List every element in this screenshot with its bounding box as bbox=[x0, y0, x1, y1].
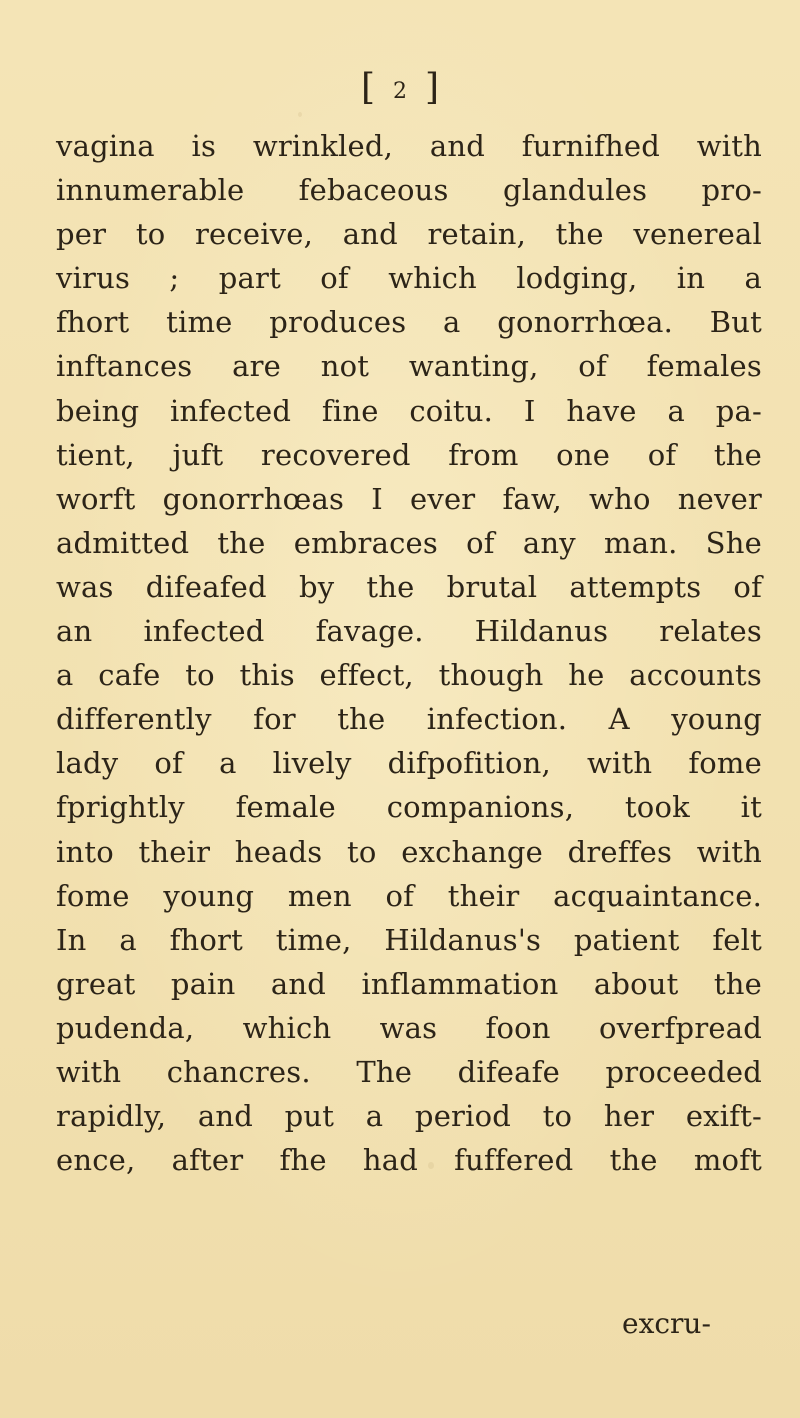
text-line: pudenda, which was foon overfpread bbox=[56, 1010, 762, 1045]
text-line: rapidly, and put a period to her exift- bbox=[56, 1099, 762, 1134]
text-line: with chancres. The difeafe proceeded bbox=[56, 1054, 762, 1089]
paper-spot bbox=[298, 112, 302, 117]
text-line: virus ; part of which lodging, in a bbox=[56, 261, 762, 296]
text-line: was difeafed by the brutal attempts of bbox=[56, 569, 762, 604]
text-line: fprightly female companions, took it bbox=[56, 790, 762, 825]
text-line: inftances are not wanting, of females bbox=[56, 349, 762, 384]
page-header bbox=[0, 68, 800, 108]
text-line: fhort time produces a gonorrhœa. But bbox=[56, 305, 762, 340]
text-line: an infected favage. Hildanus relates bbox=[56, 614, 762, 649]
text-line: into their heads to exchange dreffes with bbox=[56, 834, 762, 869]
body-text bbox=[56, 124, 762, 1182]
text-line: per to receive, and retain, the venereal bbox=[56, 217, 762, 252]
text-line: In a fhort time, Hildanus's patient felt bbox=[56, 922, 762, 957]
header-close-bracket: ] bbox=[425, 67, 440, 108]
text-line: differently for the infection. A young bbox=[56, 702, 762, 737]
text-line: vagina is wrinkled, and furnifhed with bbox=[56, 129, 762, 163]
text-line: admitted the embraces of any man. She bbox=[56, 525, 762, 560]
text-line: ence, after fhe had fuffered the moft bbox=[56, 1143, 762, 1178]
text-line: being infected fine coitu. I have a pa- bbox=[56, 393, 762, 428]
header-open-bracket: [ bbox=[360, 67, 375, 108]
text-line: innumerable febaceous glandules pro- bbox=[56, 173, 762, 208]
text-line: worft gonorrhœas I ever faw, who never bbox=[56, 481, 762, 516]
catchword: excru- bbox=[622, 1307, 711, 1340]
text-line: tient, juft recovered from one of the bbox=[56, 437, 762, 472]
page-number: 2 bbox=[393, 79, 407, 104]
text-line: a cafe to this effect, though he accounts bbox=[56, 658, 762, 693]
text-line: great pain and inflammation about the bbox=[56, 966, 762, 1001]
text-line: fome young men of their acquaintance. bbox=[56, 878, 762, 913]
text-line: lady of a lively difpofition, with fome bbox=[56, 746, 762, 781]
